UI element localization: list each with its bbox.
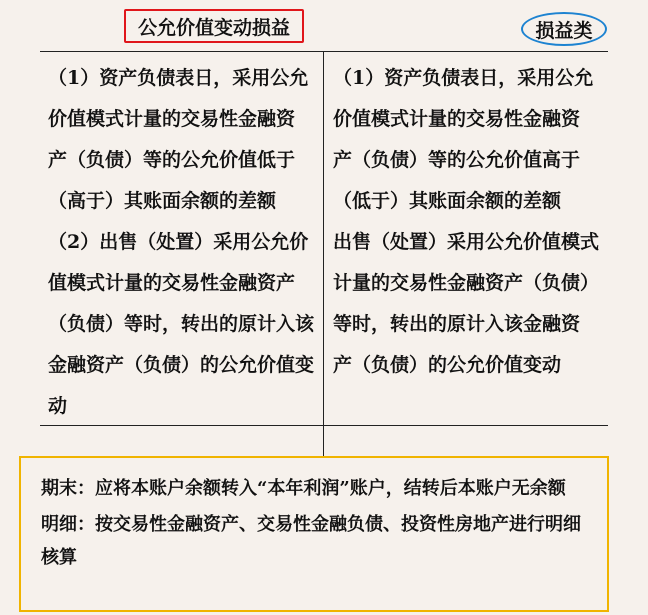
notes-text [41, 472, 593, 574]
account-title: 公允价值变动损益 [137, 16, 290, 39]
account-title-box [124, 9, 304, 43]
notes-box [19, 456, 609, 612]
table-top-rule [40, 51, 608, 52]
period-end-note: 期末：应将本账户余额转入“本年利润”账户，结转后本账户无余额 [41, 478, 566, 499]
account-category: 损益类 [535, 19, 593, 42]
credit-side-text: （1）资产负债表日，采用公允 价值模式计量的交易性金融资 产（负债）等的公允价值高于 （低于）其账面余额的差额 出售（处置）采用公允价值模式 计量的交易性金融资产（负债） 等时，转出的原计入该金融资 产（负债）的公允价值变动 [333, 67, 600, 376]
detail-accounting-note: 明细：按交易性金融资产、交易性金融负债、投资性房地产进行明细核算 [41, 514, 581, 568]
table-column-divider [323, 51, 324, 467]
account-category-oval [521, 12, 607, 46]
debit-side-text: （1）资产负债表日，采用公允 价值模式计量的交易性金融资 产（负债）等的公允价值低于 （高于）其账面余额的差额 （2）出售（处置）采用公允价 值模式计量的交易性金融资产 （负债）等时，转出的原计入该 金融资产（负债）的公允价值变 动 [48, 67, 315, 417]
